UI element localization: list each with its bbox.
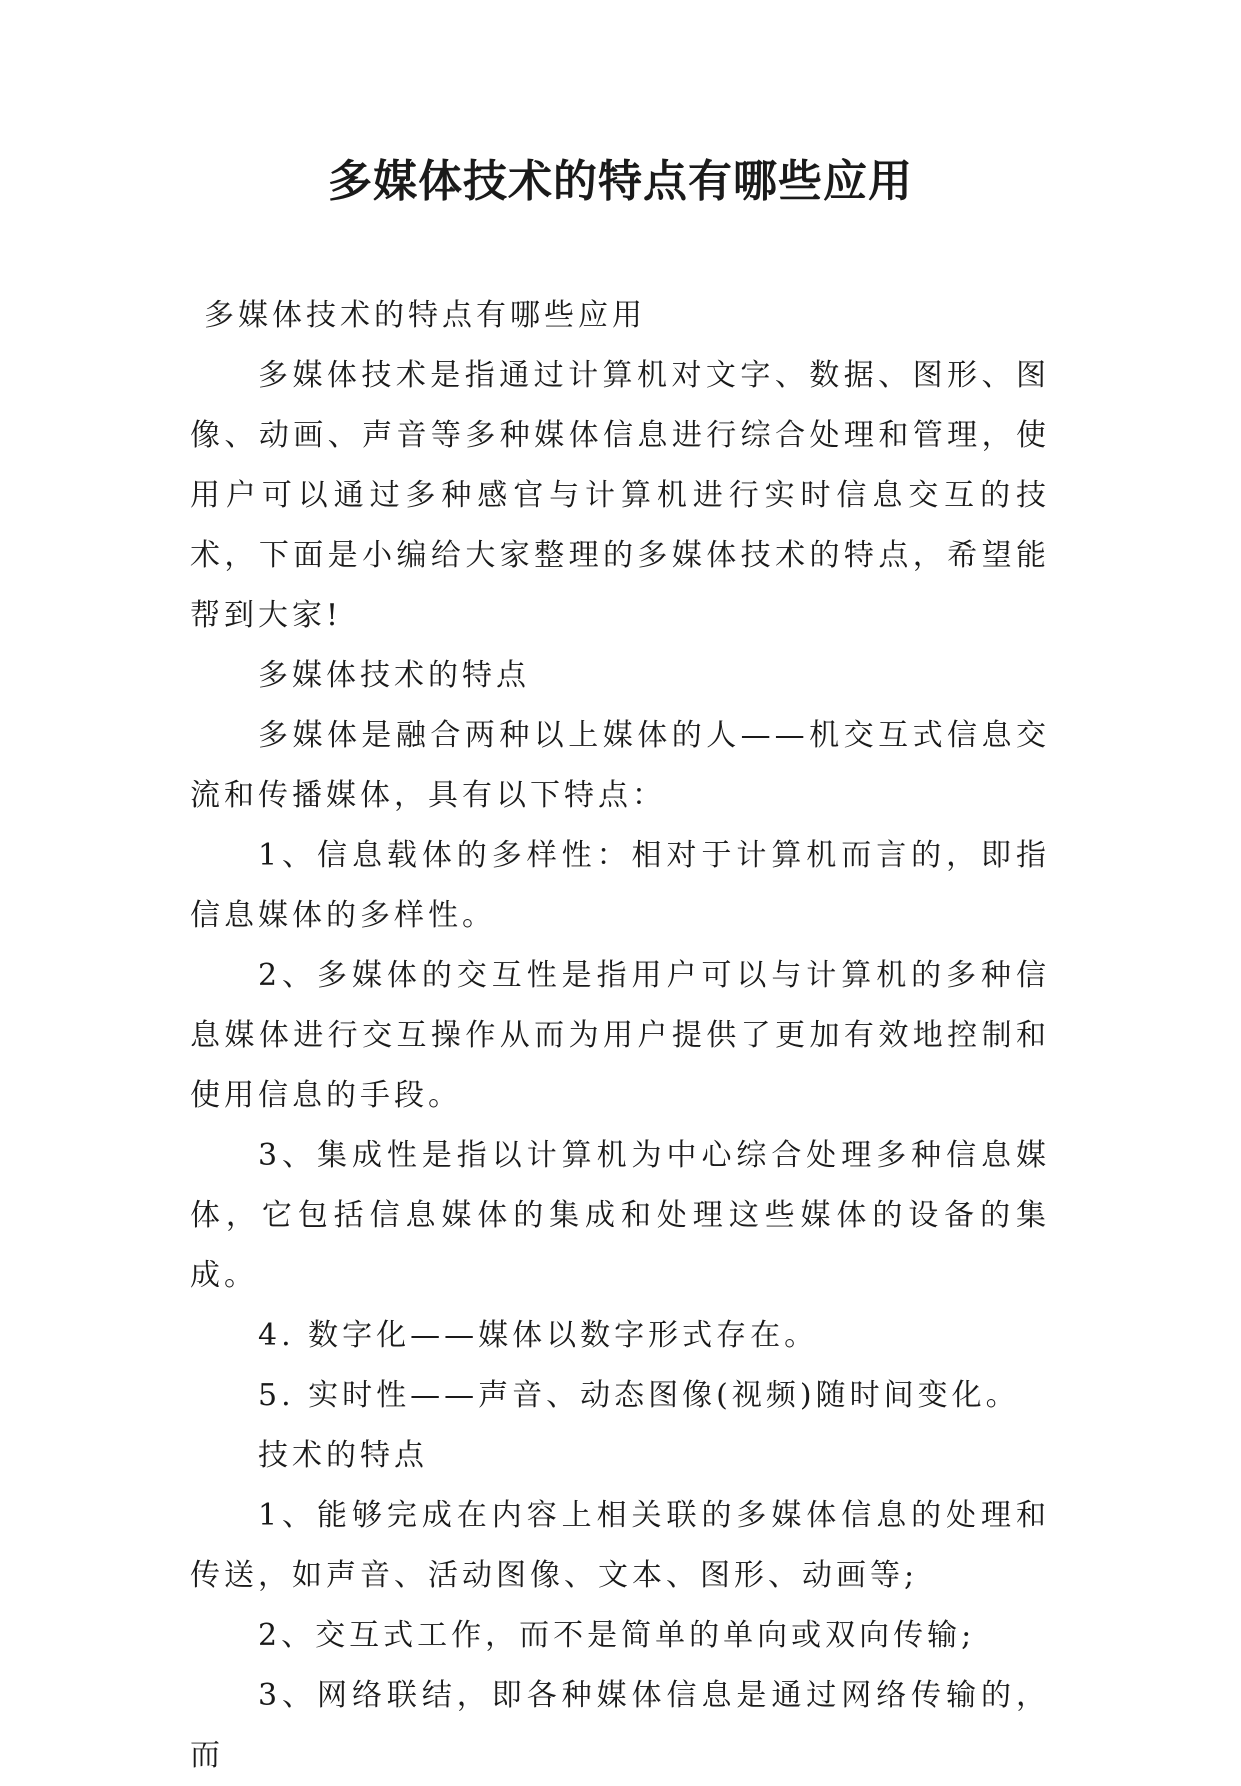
feature-item-2: 2、多媒体的交互性是指用户可以与计算机的多种信息媒体进行交互操作从而为用户提供了更加有效地控制和使用信息的手段。 <box>190 958 1050 1113</box>
feature-item-3: 3、集成性是指以计算机为中心综合处理多种信息媒体，它包括信息媒体的集成和处理这些媒体的设备的集成。 <box>190 1138 1050 1293</box>
feature-item-4: 4. 数字化——媒体以数字形式存在。 <box>258 1318 819 1353</box>
features-intro-paragraph: 多媒体是融合两种以上媒体的人——机交互式信息交流和传播媒体，具有以下特点： <box>190 718 1050 813</box>
intro-paragraph: 多媒体技术是指通过计算机对文字、数据、图形、图像、动画、声音等多种媒体信息进行综合处理和管理，使用户可以通过多种感官与计算机进行实时信息交互的技术，下面是小编给大家整理的多媒体技术的特点，希望能帮到大家! <box>190 358 1050 633</box>
tech-feature-item-1: 1、能够完成在内容上相关联的多媒体信息的处理和传送，如声音、活动图像、文本、图形、动画等; <box>190 1498 1050 1593</box>
tech-feature-item-3: 3、网络联结，即各种媒体信息是通过网络传输的，而 <box>190 1678 1050 1773</box>
section-heading-tech-features: 技术的特点 <box>258 1438 428 1473</box>
document-title: 多媒体技术的特点有哪些应用 <box>328 156 913 207</box>
subtitle-paragraph: 多媒体技术的特点有哪些应用 <box>204 298 646 333</box>
tech-feature-item-2: 2、交互式工作，而不是简单的单向或双向传输; <box>258 1618 976 1653</box>
section-heading-features: 多媒体技术的特点 <box>258 658 530 693</box>
feature-item-1: 1、信息载体的多样性：相对于计算机而言的，即指信息媒体的多样性。 <box>190 838 1050 933</box>
document-body <box>190 286 1050 1786</box>
feature-item-5: 5. 实时性——声音、动态图像(视频)随时间变化。 <box>258 1378 1020 1413</box>
